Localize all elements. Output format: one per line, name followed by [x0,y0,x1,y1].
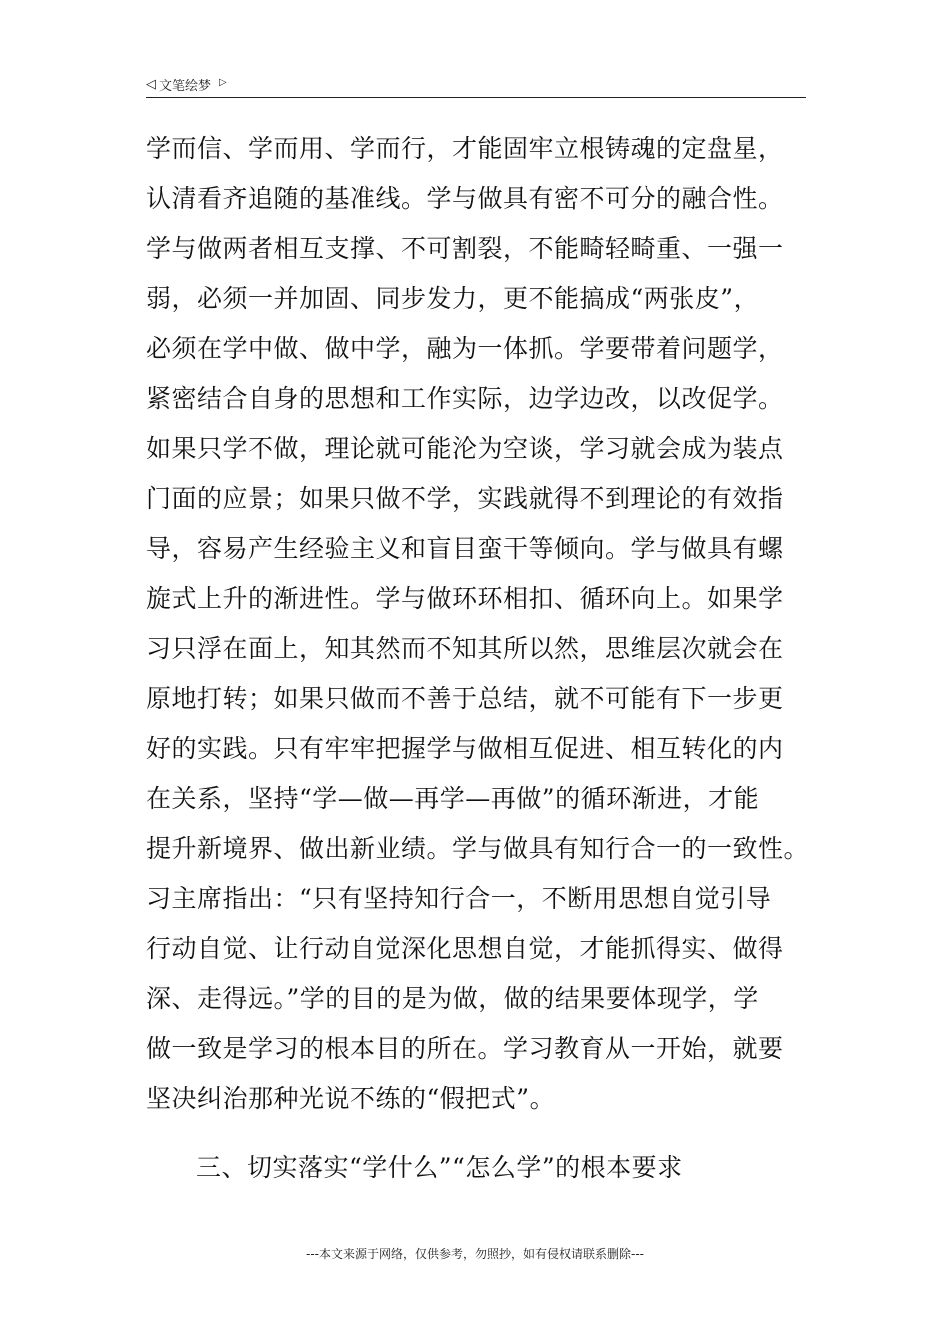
text-line: 弱，必须一并加固、同步发力，更不能搞成“两张皮”， [146,284,760,313]
footer-disclaimer: ---本文来源于网络，仅供参考，勿照抄，如有侵权请联系删除--- [306,1247,644,1261]
text-line: 认清看齐追随的基准线。学与做具有密不可分的融合性。 [146,184,784,213]
text-line: 习只浮在面上，知其然而不知其所以然，思维层次就会在 [146,634,784,663]
header-divider [146,97,806,98]
text-line: 在关系，坚持“学—做—再学—再做”的循环渐进，才能 [146,784,760,813]
text-line: 如果只学不做，理论就可能沦为空谈，学习就会成为装点 [146,434,784,463]
header-title: 文笔绘梦 [159,78,212,94]
text-line: 紧密结合自身的思想和工作实际，边学边改，以改促学。 [146,384,784,413]
right-triangle-icon: ▷ [219,76,227,88]
text-line: 学而信、学而用、学而行，才能固牢立根铸魂的定盘星， [146,134,784,163]
text-line: 坚决纠治那种光说不练的“假把式”。 [146,1084,556,1113]
text-line: 学与做两者相互支撑、不可割裂，不能畸轻畸重、一强一 [146,234,784,263]
text-line: 好的实践。只有牢牢把握学与做相互促进、相互转化的内 [146,734,784,763]
text-line: 提升新境界、做出新业绩。学与做具有知行合一的一致性。 [146,834,810,863]
text-line: 习主席指出：“只有坚持知行合一，不断用思想自觉引导 [146,884,772,913]
left-triangle-icon: ◁ [146,76,156,92]
text-line: 旋式上升的渐进性。学与做环环相扣、循环向上。如果学 [146,584,784,613]
text-line: 导，容易产生经验主义和盲目蛮干等倾向。学与做具有螺 [146,534,784,563]
text-line: 门面的应景；如果只做不学，实践就得不到理论的有效指 [146,484,784,513]
text-line: 原地打转；如果只做而不善于总结，就不可能有下一步更 [146,684,784,713]
body-paragraph [146,124,826,1124]
document-header [146,74,227,94]
text-line: 行动自觉、让行动自觉深化思想自觉，才能抓得实、做得 [146,934,784,963]
text-line: 深、走得远。”学的目的是为做，做的结果要体现学，学 [146,984,759,1013]
text-line: 做一致是学习的根本目的所在。学习教育从一开始，就要 [146,1034,784,1063]
section-heading: 三、切实落实“学什么”“怎么学”的根本要求 [196,1153,683,1182]
text-line: 必须在学中做、做中学，融为一体抓。学要带着问题学， [146,334,784,363]
